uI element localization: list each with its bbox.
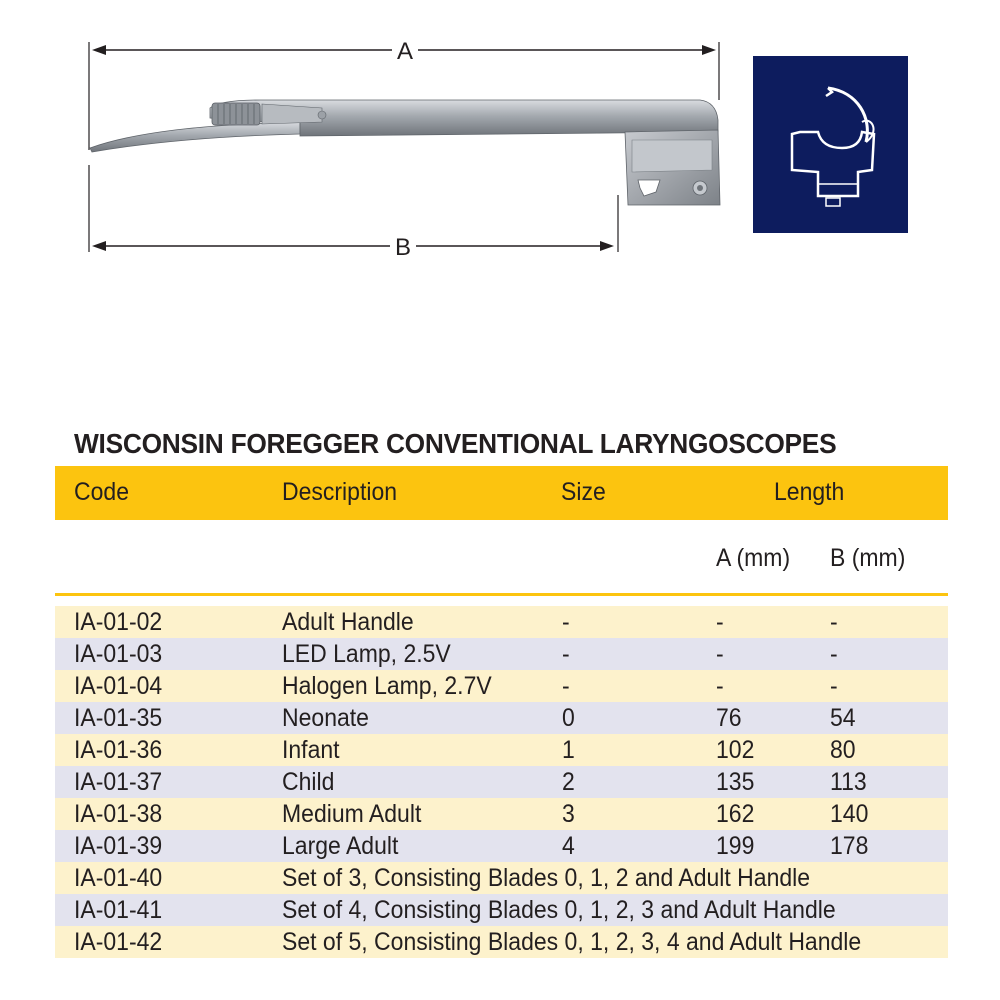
- cell-description: Adult Handle: [282, 608, 414, 636]
- header-size: Size: [561, 478, 606, 506]
- table-row: [55, 606, 948, 638]
- table-row: [55, 734, 948, 766]
- cell-description: Infant: [282, 736, 340, 764]
- cell-code: IA-01-40: [74, 864, 163, 892]
- table-subheader: [55, 520, 948, 592]
- table-row: [55, 830, 948, 862]
- cell-length-b: -: [830, 608, 838, 636]
- cell-size: 0: [562, 704, 575, 732]
- header-divider: [55, 593, 948, 596]
- cell-size: 4: [562, 832, 575, 860]
- cell-description: Set of 5, Consisting Blades 0, 1, 2, 3, 4 and Adult Handle: [282, 928, 862, 956]
- cell-length-a: -: [716, 640, 724, 668]
- cell-length-b: -: [830, 640, 838, 668]
- cell-length-a: 135: [716, 768, 755, 796]
- table-row: [55, 702, 948, 734]
- cell-description: Neonate: [282, 704, 369, 732]
- cell-length-b: 178: [830, 832, 869, 860]
- cell-description: Set of 4, Consisting Blades 0, 1, 2, 3 and Adult Handle: [282, 896, 836, 924]
- cell-length-b: 80: [830, 736, 856, 764]
- cell-length-a: 199: [716, 832, 755, 860]
- cell-length-a: 76: [716, 704, 742, 732]
- dimension-b: [89, 165, 618, 261]
- cell-code: IA-01-41: [74, 896, 163, 924]
- cell-description: Medium Adult: [282, 800, 422, 828]
- cell-code: IA-01-04: [74, 672, 163, 700]
- cell-description: Set of 3, Consisting Blades 0, 1, 2 and Adult Handle: [282, 864, 811, 892]
- header-description: Description: [282, 478, 398, 506]
- cell-length-b: 113: [830, 768, 867, 796]
- header-length: Length: [774, 478, 845, 506]
- header-a-mm: A (mm): [716, 544, 791, 572]
- cell-size: 2: [562, 768, 575, 796]
- cell-description: Large Adult: [282, 832, 399, 860]
- cell-size: -: [562, 608, 570, 636]
- table-row: [55, 670, 948, 702]
- cell-size: 3: [562, 800, 575, 828]
- cell-length-b: 54: [830, 704, 856, 732]
- table-row: [55, 638, 948, 670]
- dimension-b-label: B: [394, 234, 412, 261]
- cell-code: IA-01-39: [74, 832, 163, 860]
- cell-code: IA-01-42: [74, 928, 163, 956]
- table-row: [55, 926, 948, 958]
- cell-description: Halogen Lamp, 2.7V: [282, 672, 492, 700]
- header-b-mm: B (mm): [830, 544, 906, 572]
- cell-code: IA-01-37: [74, 768, 163, 796]
- cell-code: IA-01-38: [74, 800, 163, 828]
- table-row: [55, 894, 948, 926]
- cell-code: IA-01-36: [74, 736, 163, 764]
- header-code: Code: [74, 478, 129, 506]
- cell-length-a: -: [716, 672, 724, 700]
- cell-description: LED Lamp, 2.5V: [282, 640, 451, 668]
- cell-code: IA-01-02: [74, 608, 163, 636]
- fiber-optic-blade-icon: [753, 56, 908, 233]
- cell-description: Child: [282, 768, 335, 796]
- cell-size: 1: [562, 736, 575, 764]
- table-row: [55, 798, 948, 830]
- table-body: [55, 606, 948, 958]
- cell-code: IA-01-03: [74, 640, 163, 668]
- cell-length-a: 162: [716, 800, 755, 828]
- cell-length-a: -: [716, 608, 724, 636]
- cell-length-b: -: [830, 672, 838, 700]
- product-illustration: [0, 0, 1000, 300]
- table-row: [55, 766, 948, 798]
- dimension-a-label: A: [396, 38, 414, 65]
- table-title: WISCONSIN FOREGGER CONVENTIONAL LARYNGOSCOPES: [74, 428, 837, 459]
- table-header: [55, 466, 948, 520]
- table-row: [55, 862, 948, 894]
- cell-length-a: 102: [716, 736, 755, 764]
- cell-code: IA-01-35: [74, 704, 163, 732]
- cell-length-b: 140: [830, 800, 869, 828]
- laryngoscope-blade-image: [90, 100, 720, 205]
- cell-size: -: [562, 640, 570, 668]
- cell-size: -: [562, 672, 570, 700]
